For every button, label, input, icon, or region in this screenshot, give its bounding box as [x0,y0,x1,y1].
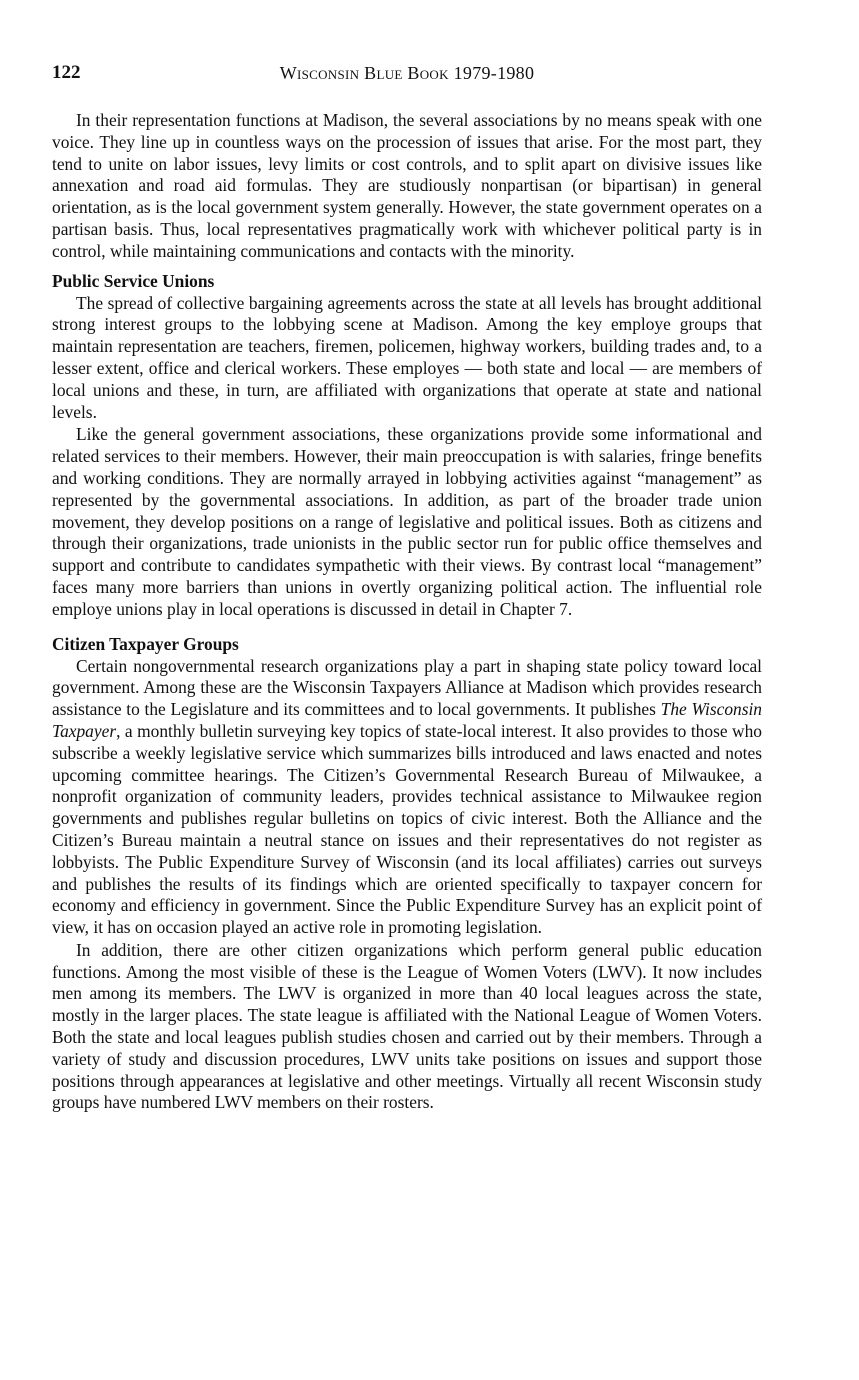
body-text [52,110,762,1114]
publication-title: The Wisconsin Taxpayer [52,699,763,741]
public-service-unions-paragraph-2: Like the general government associations, these organizations provide some informational and related services to their members. However, their main preoccupation is with salaries, fringe benefits and working conditions. They are normally arrayed in lobbying activities against “management” as represented by the governmental associations. In addition, as part of the broader trade union movement, they develop positions on a range of legislative and political issues. Both as citizens and through their organizations, trade unionists in the public sector run for public office themselves and support and contribute to candidates sympathetic with their views. By contrast local “management” faces many more barriers than unions in overtly organizing political action. The influential role employe unions play in local operations is discussed in detail in Chapter 7. [52,424,762,619]
paragraph-1-text-b: , a monthly bulletin surveying key topics of state-local interest. It also provides to those who subscribe a weekly legislative service which summarizes bills introduced and laws enacted and notes upcoming committee hearings. The Citizen’s Governmental Research Bureau of Milwaukee, a nonprofit organization of community leaders, provides technical assistance to Milwaukee region governments and publishes regular bulletins on topics of civic interest. Both the Alliance and the Citizen’s Bureau maintain a neutral stance on issues and their representatives do not register as lobbyists. The Public Expenditure Survey of Wisconsin (and its local affiliates) carries out surveys and publishes the results of its findings which are oriented specifically to taxpayer concern for economy and efficiency in government. Since the Public Expenditure Survey has an explicit point of view, it has on occasion played an active role in promoting legislation. [52,720,762,938]
section-citizen-taxpayer-groups [52,633,762,1115]
running-head: Wisconsin Blue Book 1979-1980 [279,63,535,83]
public-service-unions-paragraph-1: The spread of collective bargaining agreements across the state at all levels has brought additional strong interest groups to the lobbying scene at Madison. Among the key employe groups that maintain representation are teachers, firemen, policemen, highway workers, building trades and, to a lesser extent, office and clerical workers. These employes — both state and local — are members of local unions and these, in turn, are affiliated with organizations that operate at state and national levels. [52,292,762,422]
section-heading-public-service-unions: Public Service Unions [52,270,215,291]
page-header [52,58,762,88]
section-public-service-unions [52,270,762,621]
paragraph-1-text-a: Certain nongovernmental research organizations play a part in shaping state policy toward local government. Among these are the Wisconsin Taxpayers Alliance at Madison which provides research assistance to the Legislature and its committees and to local governments. It publishes [52,655,762,720]
document-page [52,58,762,1114]
page-number: 122 [52,62,81,83]
section-heading-citizen-taxpayer-groups: Citizen Taxpayer Groups [52,633,239,654]
citizen-taxpayer-paragraph-2: In addition, there are other citizen organizations which perform general public education functions. Among the most visible of these is the League of Women Voters (LWV). It now includes men among its members. The LWV is organized in more than 40 local leagues across the state, mostly in the larger places. The state league is affiliated with the National League of Women Voters. Both the state and local leagues publish studies chosen and carried out by their members. Through a variety of study and discussion procedures, LWV units take positions on issues and support those positions through appearances at legislative and other meetings. Virtually all recent Wisconsin study groups have numbered LWV members on their rosters. [52,939,762,1113]
citizen-taxpayer-paragraph-1 [52,656,762,939]
intro-paragraph: In their representation functions at Madison, the several associations by no means speak with one voice. They line up in countless ways on the procession of issues that arise. For the most part, they tend to unite on labor issues, levy limits or cost controls, and to split apart on divisive issues like annexation and road aid formulas. They are studiously nonpartisan (or bipartisan) in general orientation, as is the local government system generally. However, the state government operates on a partisan basis. Thus, local representatives pragmatically work with whichever political party is in control, while maintaining communications and contacts with the minority. [52,110,762,261]
